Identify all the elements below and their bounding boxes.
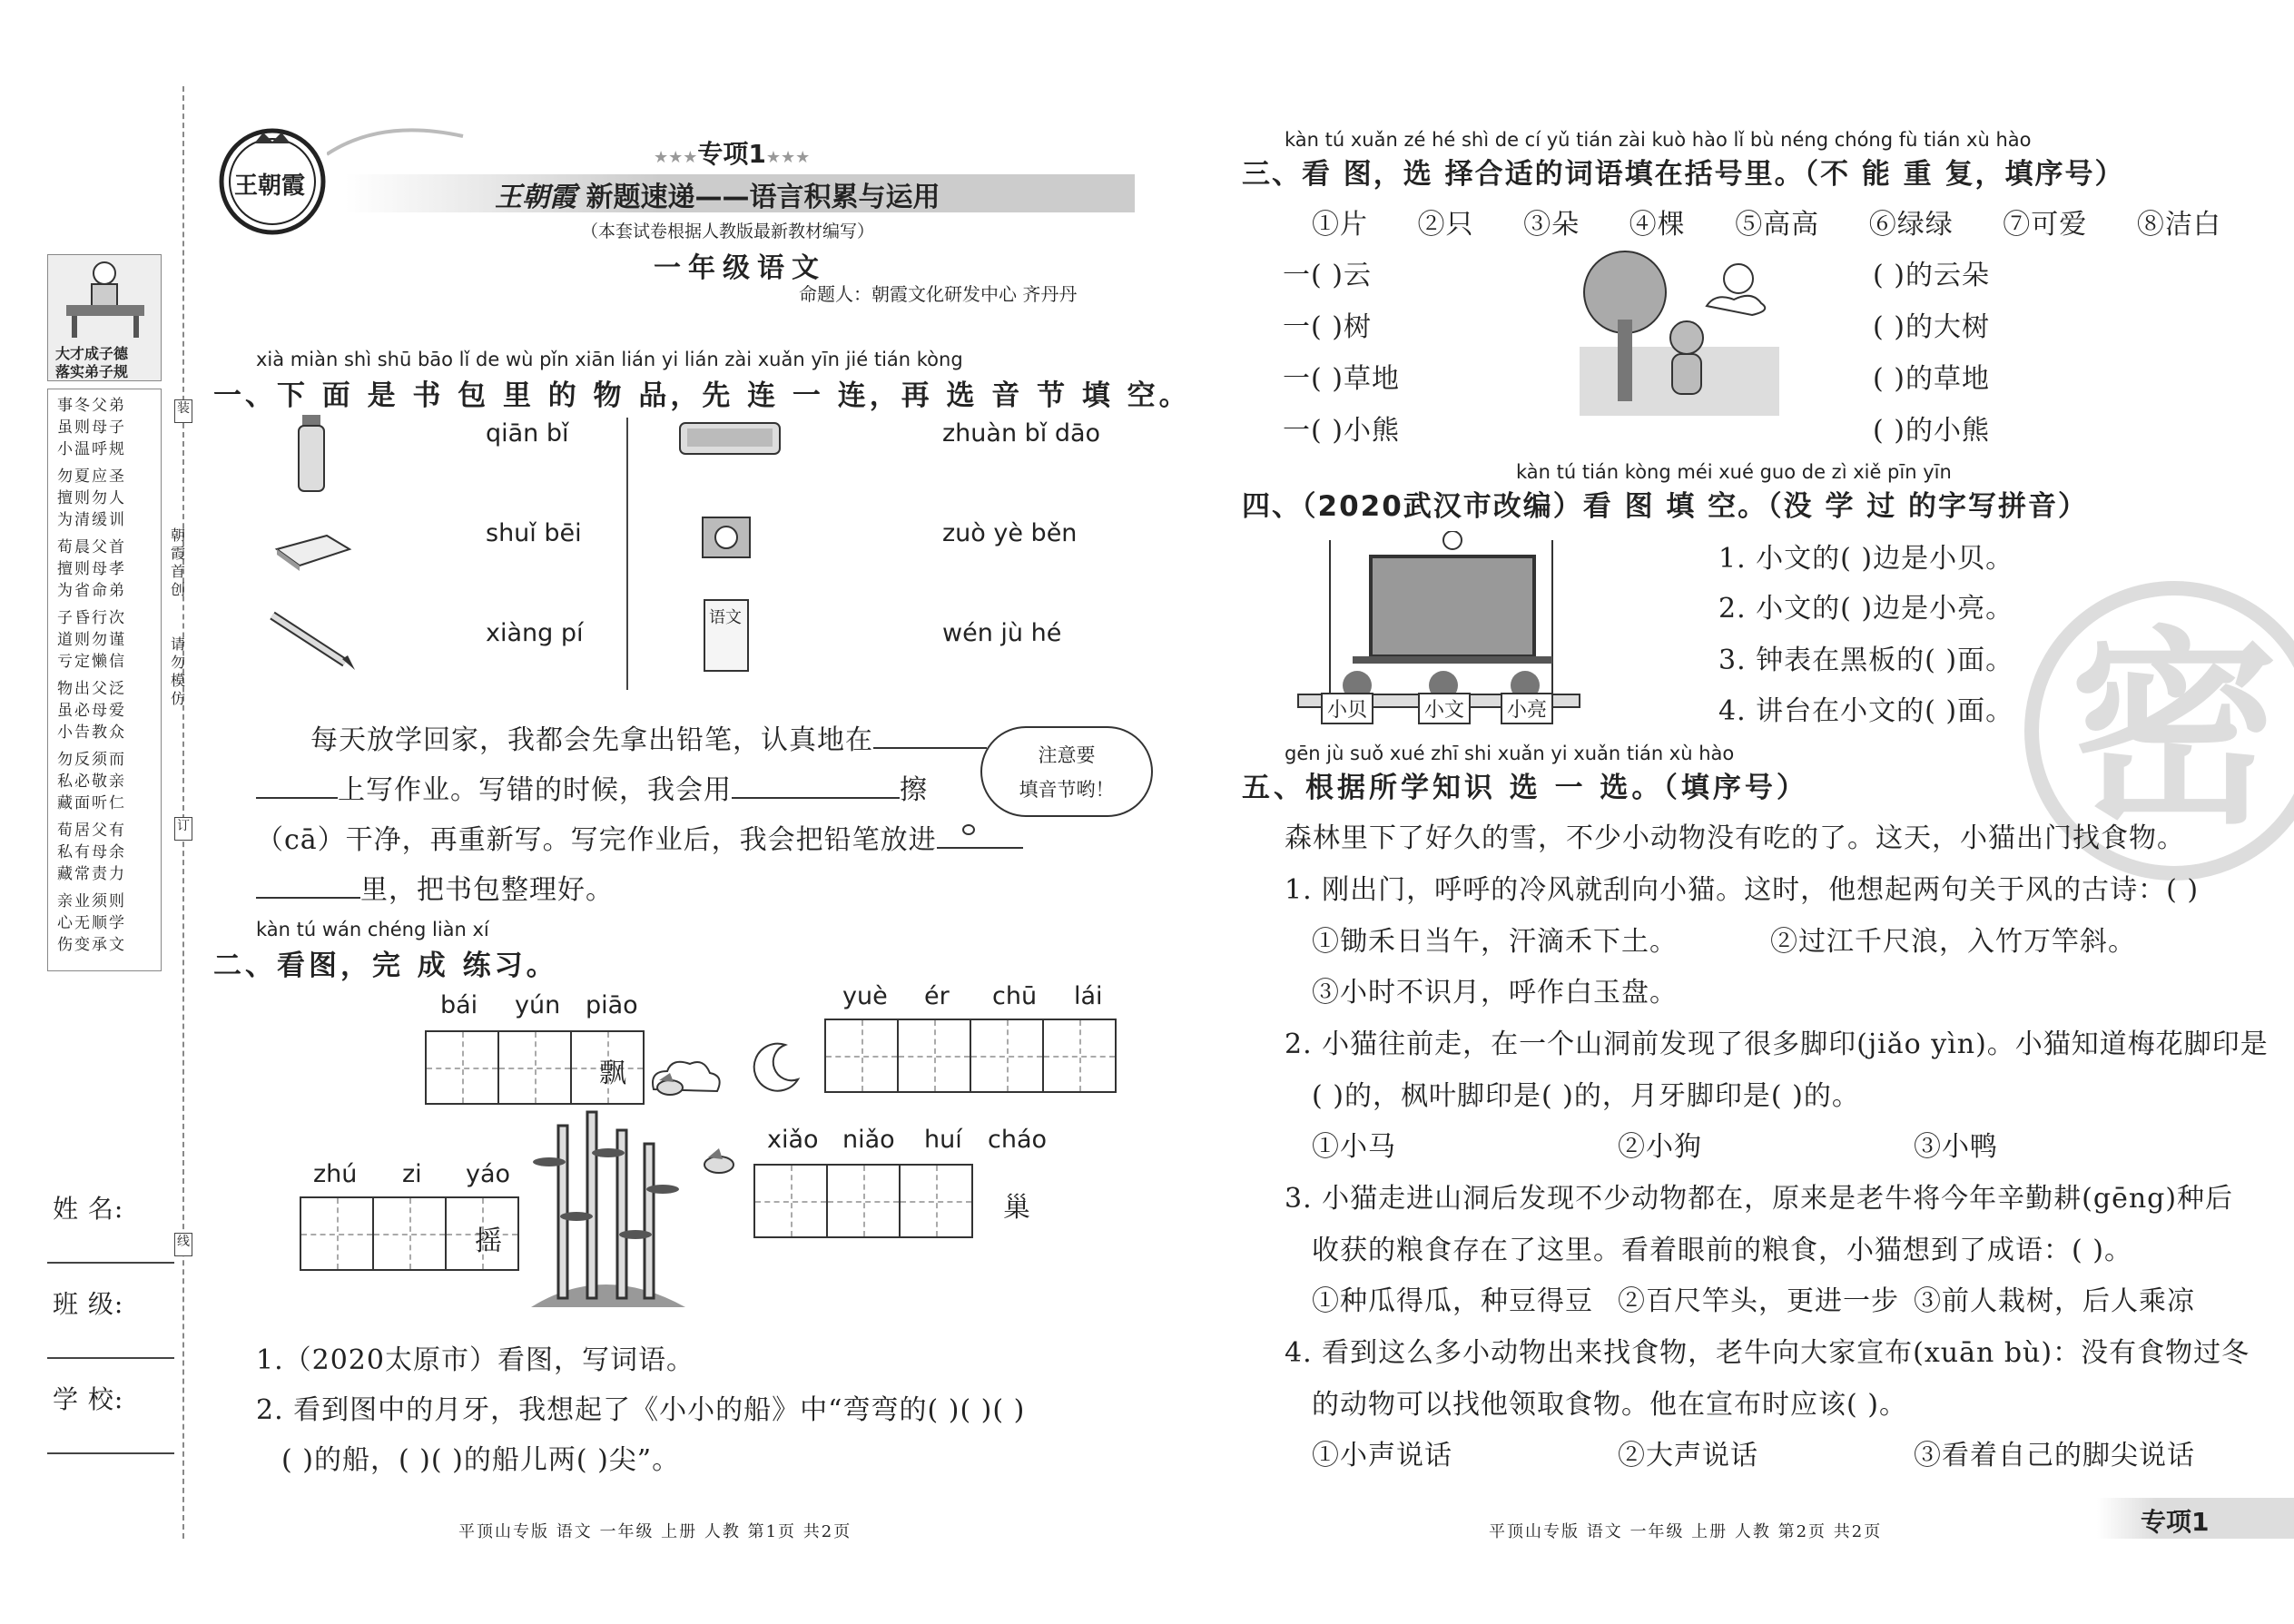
verse-line: 小告教众 [57,723,126,742]
sidebar-verses [47,389,162,971]
classroom-illustration [1294,531,1584,731]
cloud-line-2: 填音节哟！ [1019,779,1115,801]
q5-q3-opt1: ①种瓜得瓜，种豆得豆 [1312,1285,1593,1317]
blank-3b[interactable] [256,897,360,899]
g4-char: 巢 [1003,1192,1031,1224]
grid-cell[interactable] [826,1164,901,1238]
verse-line: 亲业须则 [57,892,126,910]
page-title [495,174,940,214]
ribbon-icon [327,118,472,172]
q5-q4-opt3: ③看着自己的脚尖说话 [1914,1440,2195,1471]
grid-cell[interactable] [824,1019,899,1093]
g3-char: 摇 [475,1225,503,1257]
q5-q4-opt1: ①小声说话 [1312,1440,1452,1471]
workbook-icon [704,599,749,672]
word-xiangpi[interactable]: xiàng pí [486,619,584,647]
g4-py-3: cháo [988,1126,1048,1154]
vertical-note-1: 朝霞首创 [171,527,186,598]
verse-line: 为清缓训 [57,511,126,529]
thought-cloud [980,726,1153,817]
verse-line: 勿夏应圣 [57,468,126,486]
book-label: 语文 [709,608,742,627]
g1-py-1: yún [515,991,561,1019]
moon-icon [749,1039,803,1094]
g3-py-1: zi [402,1160,422,1188]
binding-mark: 线 [174,1233,192,1256]
q1-para-line1 [310,717,987,757]
q5-q4-opt2: ②大声说话 [1618,1440,1758,1471]
verse-line: 虽则母子 [57,418,126,437]
subtitle: （本套试卷根据人教版最新教材编写） [581,221,875,241]
brand-logo [218,127,327,236]
title-brand: 王朝霞 [495,182,576,213]
q3-left-2[interactable]: 一( )草地 [1283,363,1400,395]
blank-1b[interactable] [256,797,338,799]
verse-line: 为省命弟 [57,582,126,600]
verse-line: 伤变承文 [57,936,126,954]
sidebar-motto-2: 落实弟子规 [55,363,129,380]
q4-pinyin: kàn tú tián kòng méi xué guo de zì xiě pīn yīn [1516,461,1952,483]
q3-heading: 三、看 图，选 择合适的词语填在括号里。（不 能 重 复，填序号） [1242,158,2125,191]
g1-char: 飘 [599,1058,627,1089]
verse-line: 藏面听仁 [57,794,126,812]
binding-mark: 装 [174,399,192,423]
q4-item-1[interactable]: 1. 小文的( )边是小贝。 [1718,543,2014,575]
name-label: 姓 名: [53,1194,124,1224]
option: ⑧洁白 [2136,209,2221,241]
tree-bear-icon [1570,247,1788,419]
sidebar-motto-box [47,254,162,381]
grid-cell[interactable] [970,1019,1044,1093]
verse-line: 擅则母孝 [57,560,126,578]
g2-py-2: chū [992,982,1038,1010]
option: ②只 [1417,209,1474,241]
grid-cell[interactable] [897,1019,971,1093]
para-text: 每天放学回家，我都会先拿出铅笔，认真地在 [310,724,873,756]
q3-options [1312,202,2221,241]
q5-q4b[interactable]: 的动物可以找他领取食物。他在宣布时应该( )。 [1312,1389,1907,1421]
q5-q1-opt2: ②过江千尺浪，入竹万竿斜。 [1770,926,2136,958]
cloud-bubble [962,824,975,835]
cloud-line-1: 注意要 [1038,744,1096,766]
pencil-icon [268,608,359,672]
verse-line: 私必敬亲 [57,773,126,791]
q5-heading: 五、根据所学知识 选 一 选。（填序号） [1242,772,1808,804]
label-xiaobei: 小贝 [1321,693,1373,724]
option: ④棵 [1629,209,1686,241]
q1-heading: 一、下 面 是 书 包 里 的 物 品，先 连 一 连，再 选 音 节 填 空。 [213,379,1191,412]
q5-q2-opt1: ①小马 [1312,1131,1396,1163]
grid-cell[interactable] [753,1164,828,1238]
g3-py-2: yáo [466,1160,511,1188]
grid-cell[interactable] [425,1030,499,1105]
q5-q2-opt2: ②小狗 [1618,1131,1702,1163]
footer-left: 平顶山专版 语文 一年级 上册 人教 第1页 共2页 [458,1522,852,1541]
bird-icon [699,1147,740,1178]
eraser-icon [272,531,354,572]
blank-3[interactable] [937,847,1023,849]
watermark-text: 密 [2069,610,2279,852]
q5-q2b[interactable]: ( )的，枫叶脚印是( )的，月牙脚印是( )的。 [1312,1080,1860,1112]
q5-q4a: 4. 看到这么多小动物出来找食物，老牛向大家宣布(xuān bù)：没有食物过冬 [1285,1337,2250,1369]
grid-cell[interactable] [899,1164,973,1238]
q5-q3-opt3: ③前人栽树，后人乘凉 [1914,1285,2195,1317]
q5-q3b[interactable]: 收获的粮食存在了这里。看着眼前的粮食，小猫想到了成语：( )。 [1312,1235,2132,1266]
para-text: 上写作业。写错的时候，我会用 [338,774,732,806]
label-xiaowen: 小文 [1418,693,1471,724]
grid-cell[interactable] [1042,1019,1117,1093]
q2-pinyin: kàn tú wán chéng liàn xí [256,919,489,940]
series-badge: ★★★专项1★★★ [654,139,811,169]
sharpener-icon [699,508,758,563]
q3-right-1[interactable]: ( )的大树 [1873,311,1990,343]
verse-line: 心无顺学 [57,914,126,932]
verse-line: 亏定懒信 [57,653,126,671]
verse-line: 事冬父弟 [57,397,126,415]
para-text: 里，把书包整理好。 [360,874,614,906]
option: ③朵 [1523,209,1580,241]
class-label: 班 级: [53,1289,124,1319]
g4-py-0: xiǎo [767,1126,819,1154]
title-text: 新题速递——语言积累与运用 [586,182,940,213]
q3-left-1[interactable]: 一( )树 [1283,311,1372,343]
logo-text: 王朝霞 [234,172,306,200]
q2-sub2b: ( )的船，( )( )的船儿两( )尖”。 [281,1444,681,1476]
g2-py-1: ér [924,982,950,1010]
vertical-note-2: 请勿模仿 [171,635,186,707]
verse-line: 勿反须而 [57,751,126,769]
g4-py-2: huí [924,1126,962,1154]
series-label: 专项1 [697,139,766,169]
word-zuoyeben[interactable]: zuò yè běn [942,519,1078,547]
pencil-case-icon [676,419,785,459]
q1-para-line2 [256,767,928,807]
q3-right-3[interactable]: ( )的小熊 [1873,415,1990,447]
q5-q1-opt3: ③小时不识月，呼作白玉盘。 [1312,977,1678,1009]
g1-py-2: piāo [586,991,638,1019]
bird-icon [652,1071,688,1103]
grid-cell[interactable] [372,1196,447,1271]
sidebar-motto-1: 大才成子德 [55,345,129,362]
q3-right-2[interactable]: ( )的草地 [1873,363,1990,395]
footer-right: 平顶山专版 语文 一年级 上册 人教 第2页 共2页 [1489,1522,1883,1541]
word-wenjuhe[interactable]: wén jù hé [942,619,1062,647]
label-xiaoliang: 小亮 [1501,693,1553,724]
verse-line: 荀晨父首 [57,538,126,556]
g2-py-3: lái [1074,982,1103,1010]
q1-pinyin: xià miàn shì shū bāo lǐ de wù pǐn xiān lián yi lián zài xuǎn yīn jié tián kòng [256,349,963,370]
option: ⑥绿绿 [1868,209,1954,241]
q3-pinyin: kàn tú xuǎn zé hé shì de cí yǔ tián zài kuò hào lǐ bù néng chóng fù tián xù hào [1285,129,2032,151]
q1-divider [626,418,628,690]
verse-line: 虽必母爱 [57,702,126,720]
blank-2[interactable] [732,797,900,799]
writing-grid-2 [824,1019,1117,1093]
option: ⑦可爱 [2003,209,2088,241]
q5-q1[interactable]: 1. 刚出门，呼呼的冷风就刮向小猫。这时，他想起两句关于风的古诗：( ) [1285,874,2200,906]
verse-line: 擅则勿人 [57,489,126,507]
author-line: 命题人：朝霞文化研发中心 齐丹丹 [799,283,1078,305]
q4-item-4[interactable]: 4. 讲台在小文的( )面。 [1718,695,2014,727]
verse-line: 道则勿谨 [57,631,126,649]
verse-line: 子昏行次 [57,609,126,627]
name-field[interactable] [47,1262,174,1264]
word-qianbi[interactable]: qiān bǐ [486,419,569,448]
grid-cell[interactable] [300,1196,374,1271]
q3-right-0[interactable]: ( )的云朵 [1873,260,1990,291]
word-shuibei[interactable]: shuǐ bēi [486,519,582,547]
q4-item-3[interactable]: 3. 钟表在黑板的( )面。 [1718,645,2014,676]
school-field[interactable] [47,1452,174,1454]
q5-pinyin: gēn jù suǒ xué zhī shi xuǎn yi xuǎn tián xù hào [1285,743,1735,764]
binding-mark: 订 [174,817,192,841]
grade-title: 一年级语文 [654,252,826,284]
q1-para-line3 [256,817,1023,857]
q1-para-line4 [256,867,614,907]
verse-line: 私有母余 [57,843,126,861]
word-zhuanbidao[interactable]: zhuàn bǐ dāo [942,419,1101,448]
option: ①片 [1312,209,1368,241]
binding-line [182,86,184,1539]
bamboo-icon [522,1107,690,1316]
q3-left-0[interactable]: 一( )云 [1283,260,1372,291]
q5-q1-opt1: ①锄禾日当午，汗滴禾下土。 [1312,926,1678,958]
g3-py-0: zhú [313,1160,358,1188]
q2-heading: 二、看图，完 成 练习。 [213,950,558,982]
blank-1[interactable] [873,747,987,749]
water-bottle-icon [295,413,331,495]
verse-line: 藏常责力 [57,865,126,883]
q3-left-3[interactable]: 一( )小熊 [1283,415,1400,447]
q2-sub1: 1.（2020太原市）看图，写词语。 [256,1344,694,1376]
q5-intro: 森林里下了好久的雪，不少小动物没有吃的了。这天，小猫出门找食物。 [1285,822,2185,854]
q5-q2-opt3: ③小鸭 [1914,1131,1998,1163]
para-text: 擦 [900,774,928,806]
para-text: （cā）干净，再重新写。写完作业后，我会把铅笔放进 [256,824,937,856]
q2-sub2a: 2. 看到图中的月牙，我想起了《小小的船》中“弯弯的( )( )( ) [256,1394,1026,1426]
grid-cell[interactable] [497,1030,572,1105]
verse-line: 物出父泛 [57,680,126,698]
verse-line: 荀居父有 [57,822,126,840]
footer-tag: 专项1 [2141,1507,2210,1537]
option: ⑤高高 [1735,209,1820,241]
school-label: 学 校: [53,1384,124,1414]
q5-q2a: 2. 小猫往前走，在一个山洞前发现了很多脚印(jiǎo yìn)。小猫知道梅花脚印是 [1285,1029,2269,1060]
class-field[interactable] [47,1357,174,1359]
scholar-icon [48,255,162,341]
g2-py-0: yuè [842,982,888,1010]
q4-heading: 四、（2020武汉市改编）看 图 填 空。（没 学 过 的字写拼音） [1242,490,2089,523]
g1-py-0: bái [440,991,478,1019]
writing-grid-4 [753,1164,973,1238]
q5-q3a: 3. 小猫走进山洞后发现不少动物都在，原来是老牛将今年辛勤耕(gēng)种后 [1285,1183,2234,1215]
q5-q3-opt2: ②百尺竿头，更进一步 [1618,1285,1899,1317]
verse-line: 小温呼规 [57,440,126,458]
g4-py-1: niǎo [842,1126,895,1154]
q4-item-2[interactable]: 2. 小文的( )边是小亮。 [1718,593,2014,625]
